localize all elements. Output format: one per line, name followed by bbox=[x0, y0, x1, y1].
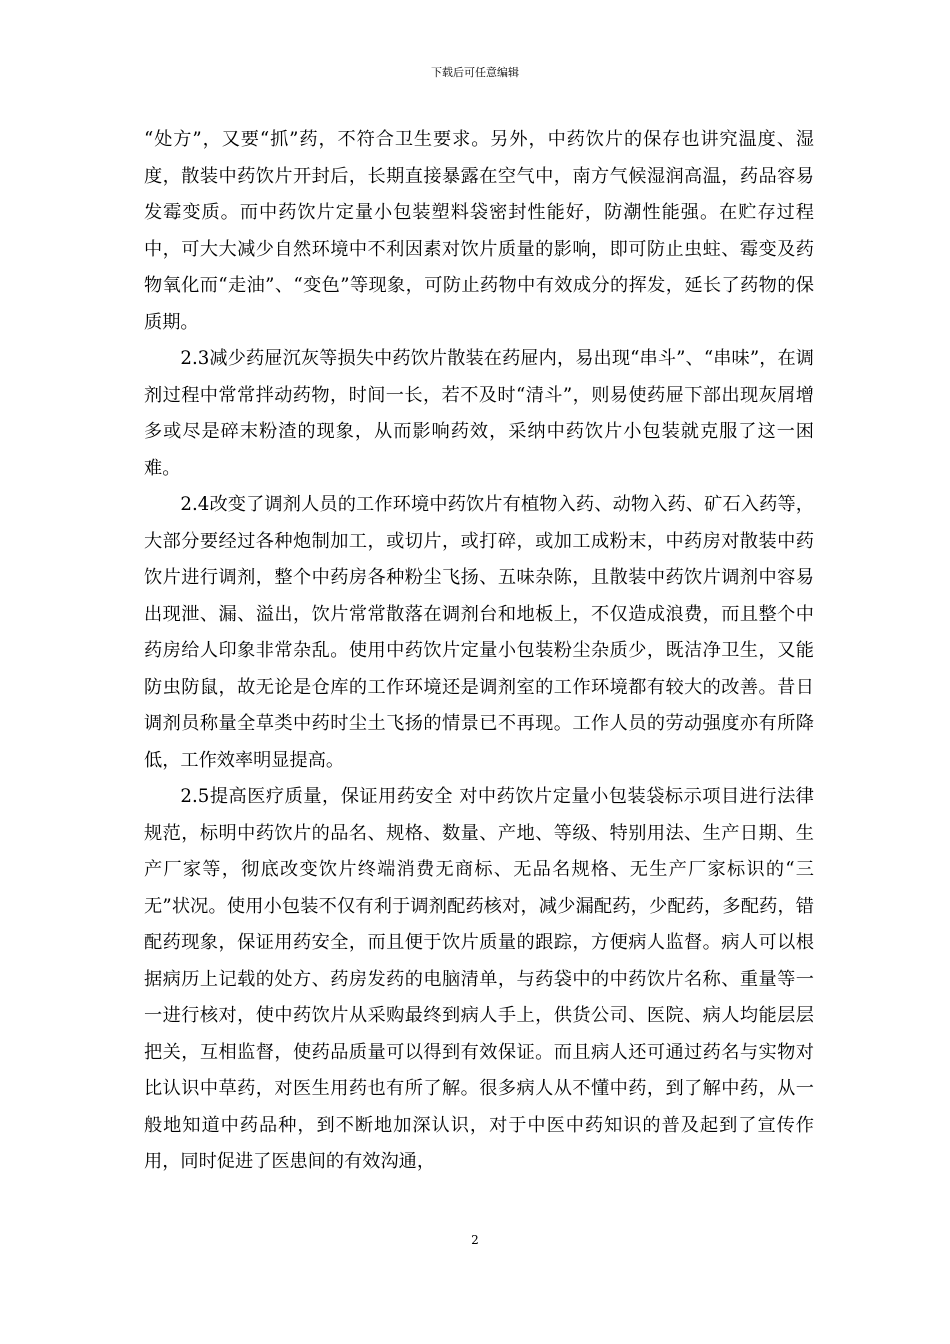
document-body bbox=[144, 122, 814, 1181]
paragraph-section-2-5: 2.5提高医疗质量，保证用药安全 对中药饮片定量小包装袋标示项目进行法律规范，标明中药饮片的品名、规格、数量、产地、等级、特别用法、生产日期、生产厂家等，彻底改变饮片终端消费无商标、无品名规格、无生产厂家标识的“三无”状况。使用小包装不仅有利于调剂配药核对，减少漏配药，少配药，多配药，错配药现象，保证用药安全，而且便于饮片质量的跟踪，方便病人监督。病人可以根据病历上记载的处方、药房发药的电脑清单，与药袋中的中药饮片名称、重量等一一进行核对，使中药饮片从采购最终到病人手上，供货公司、医院、病人均能层层把关，互相监督，使药品质量可以得到有效保证。而且病人还可通过药名与实物对比认识中草药，对医生用药也有所了解。很多病人从不懂中药，到了解中药，从一般地知道中药品种，到不断地加深认识，对于中医中药知识的普及起到了宣传作用，同时促进了医患间的有效沟通， bbox=[144, 786, 814, 1172]
paragraph-continuation: “处方”，又要“抓”药，不符合卫生要求。另外，中药饮片的保存也讲究温度、湿度，散装中药饮片开封后，长期直接暴露在空气中，南方气候湿润高温，药品容易发霉变质。而中药饮片定量小包装塑料袋密封性能好，防潮性能强。在贮存过程中，可大大减少自然环境中不利因素对饮片质量的影响，即可防止虫蛀、霉变及药物氧化而“走油”、“变色”等现象，可防止药物中有效成分的挥发，延长了药物的保质期。 bbox=[144, 129, 814, 333]
paragraph-section-2-4: 2.4改变了调剂人员的工作环境中药饮片有植物入药、动物入药、矿石入药等，大部分要经过各种炮制加工，或切片，或打碎，或加工成粉末，中药房对散装中药饮片进行调剂，整个中药房各种粉尘飞扬、五味杂陈，且散装中药饮片调剂中容易出现泄、漏、溢出，饮片常常散落在调剂台和地板上，不仅造成浪费，而且整个中药房给人印象非常杂乱。使用中药饮片定量小包装粉尘杂质少，既洁净卫生，又能防虫防鼠，故无论是仓库的工作环境还是调剂室的工作环境都有较大的改善。昔日调剂员称量全草类中药时尘土飞扬的情景已不再现。工作人员的劳动强度亦有所降低，工作效率明显提高。 bbox=[144, 494, 814, 771]
page-number: 2 bbox=[471, 1233, 479, 1247]
paragraph-section-2-3: 2.3减少药屉沉灰等损失中药饮片散装在药屉内，易出现“串斗”、“串味”，在调剂过程中常常拌动药物，时间一长，若不及时“清斗”，则易使药屉下部出现灰屑增多或尽是碎末粉渣的现象，从而影响药效，采纳中药饮片小包装就克服了这一困难。 bbox=[144, 348, 814, 479]
page-header: 下载后可任意编辑 bbox=[431, 66, 519, 79]
